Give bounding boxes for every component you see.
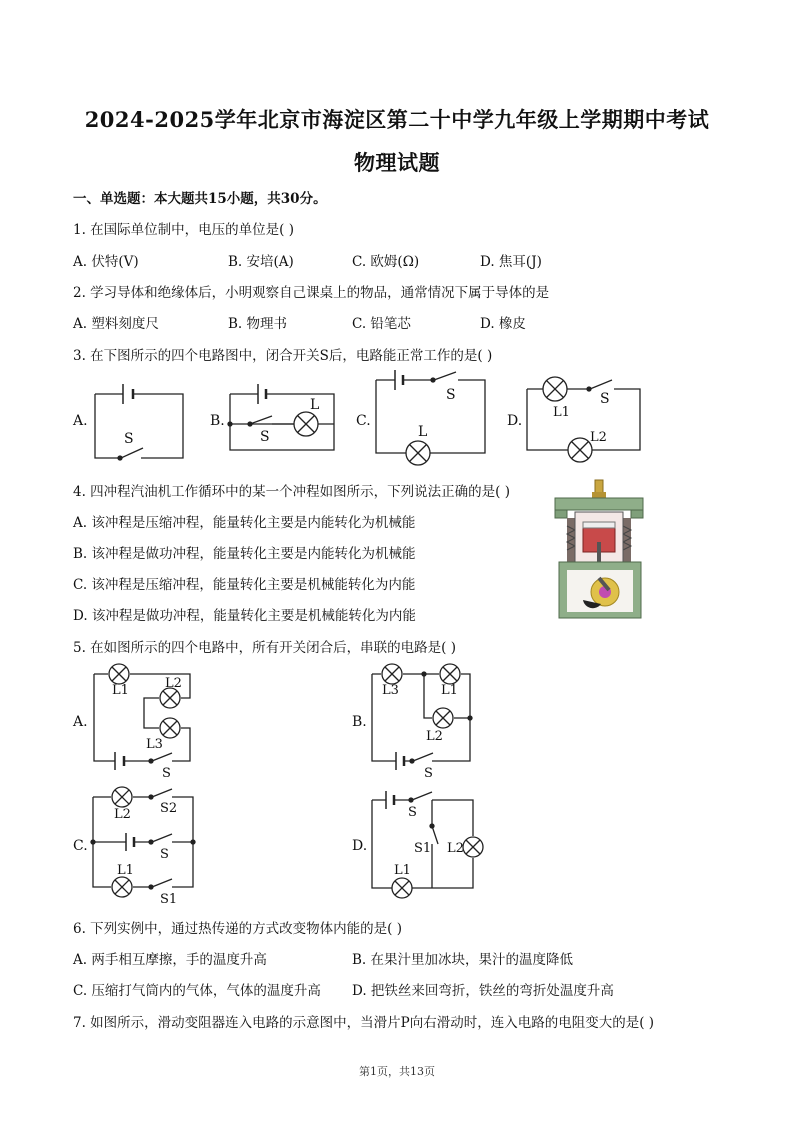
- q6-option-a: A. 两手相互摩擦，手的温度升高: [73, 952, 267, 968]
- q3-label-b: B.: [210, 413, 225, 429]
- q5-circuits-figure: [0, 660, 794, 910]
- q6-option-c: C. 压缩打气筒内的气体，气体的温度升高: [73, 983, 321, 999]
- q4-option-a: A. 该冲程是压缩冲程，能量转化主要是内能转化为机械能: [73, 515, 416, 531]
- q1-option-a: A. 伏特(V): [73, 254, 139, 270]
- q3-c-lamp-label: L: [418, 424, 428, 440]
- q5-circuit-b: [372, 664, 472, 770]
- q3-circuit-c: [376, 370, 485, 465]
- q5-b-s: S: [424, 766, 433, 781]
- q3-circuit-b: [228, 384, 334, 450]
- q6-stem: 6. 下列实例中，通过热传递的方式改变物体内能的是( ): [73, 921, 402, 937]
- q5-d-s: S: [408, 805, 417, 820]
- q5-label-b: B.: [352, 714, 367, 730]
- q2-option-c: C. 铅笔芯: [352, 316, 411, 332]
- q5-c-s1: S1: [160, 892, 178, 907]
- q3-b-lamp-label: L: [310, 397, 320, 413]
- q3-d-switch-label: S: [600, 391, 610, 407]
- doc-title: 2024-2025学年北京市海淀区第二十中学九年级上学期期中考试: [84, 107, 710, 132]
- q1-option-b: B. 安培(A): [228, 254, 294, 270]
- q5-a-l1: L1: [112, 683, 129, 698]
- q4-stem: 4. 四冲程汽油机工作循环中的某一个冲程如图所示，下列说法正确的是( ): [73, 484, 510, 500]
- q3-label-d: D.: [507, 413, 523, 429]
- q3-c-switch-label: S: [446, 387, 456, 403]
- q5-c-s: S: [160, 847, 169, 862]
- q4-option-c: C. 该冲程是压缩冲程，能量转化主要是机械能转化为内能: [73, 577, 416, 593]
- q3-b-switch-label: S: [260, 429, 270, 445]
- q3-stem: 3. 在下图所示的四个电路图中，闭合开关S后，电路能正常工作的是( ): [73, 348, 493, 364]
- q3-d-lamp1-label: L1: [553, 405, 570, 420]
- q4-option-d: D. 该冲程是做功冲程，能量转化主要是机械能转化为内能: [73, 608, 416, 624]
- q3-label-a: A.: [73, 413, 88, 429]
- q6-option-b: B. 在果汁里加冰块，果汁的温度降低: [352, 952, 574, 968]
- q5-circuit-c: [91, 787, 195, 897]
- q5-d-l1: L1: [394, 863, 411, 878]
- q3-circuits-figure: [0, 370, 794, 470]
- q5-a-l3: L3: [146, 737, 163, 752]
- q7-stem: 7. 如图所示，滑动变阻器连入电路的示意图中，当滑片P向右滑动时，连入电路的电阻变大的是( ): [73, 1015, 655, 1031]
- q1-option-c: C. 欧姆(Ω): [352, 254, 420, 270]
- q4-option-b: B. 该冲程是做功冲程，能量转化主要是内能转化为机械能: [73, 546, 416, 562]
- q2-option-b: B. 物理书: [228, 316, 288, 332]
- q1-option-d: D. 焦耳(J): [480, 254, 542, 270]
- q5-b-l2: L2: [426, 729, 443, 744]
- q5-stem: 5. 在如图所示的四个电路中，所有开关闭合后，串联的电路是( ): [73, 640, 456, 656]
- page-footer: 第1页，共13页: [359, 1065, 435, 1078]
- q5-label-c: C.: [73, 838, 88, 854]
- q5-c-s2: S2: [160, 801, 178, 816]
- q5-label-a: A.: [73, 714, 88, 730]
- q6-option-d: D. 把铁丝来回弯折，铁丝的弯折处温度升高: [352, 983, 614, 999]
- q3-circuit-a: [95, 384, 183, 460]
- engine-figure: [545, 478, 655, 623]
- q5-c-l2: L2: [114, 807, 131, 822]
- q5-a-l2: L2: [165, 676, 182, 691]
- q5-b-l3: L3: [382, 683, 399, 698]
- q2-option-d: D. 橡皮: [480, 316, 526, 332]
- q1-stem: 1. 在国际单位制中，电压的单位是( ): [73, 222, 294, 238]
- q3-circuit-d: [527, 377, 640, 462]
- q5-d-s1: S1: [414, 841, 432, 856]
- q5-d-l2: L2: [447, 841, 464, 856]
- q2-option-a: A. 塑料刻度尺: [73, 316, 159, 332]
- section-heading: 一、单选题：本大题共15小题，共30分。: [73, 191, 327, 207]
- q5-a-s: S: [162, 766, 171, 781]
- q3-a-switch-label: S: [124, 431, 134, 447]
- q3-label-c: C.: [356, 413, 371, 429]
- q3-d-lamp2-label: L2: [590, 430, 607, 445]
- q5-b-l1: L1: [441, 683, 458, 698]
- q5-label-d: D.: [352, 838, 368, 854]
- q2-stem: 2. 学习导体和绝缘体后，小明观察自己课桌上的物品，通常情况下属于导体的是: [73, 285, 550, 301]
- q5-c-l1: L1: [117, 863, 134, 878]
- doc-subtitle: 物理试题: [354, 150, 440, 175]
